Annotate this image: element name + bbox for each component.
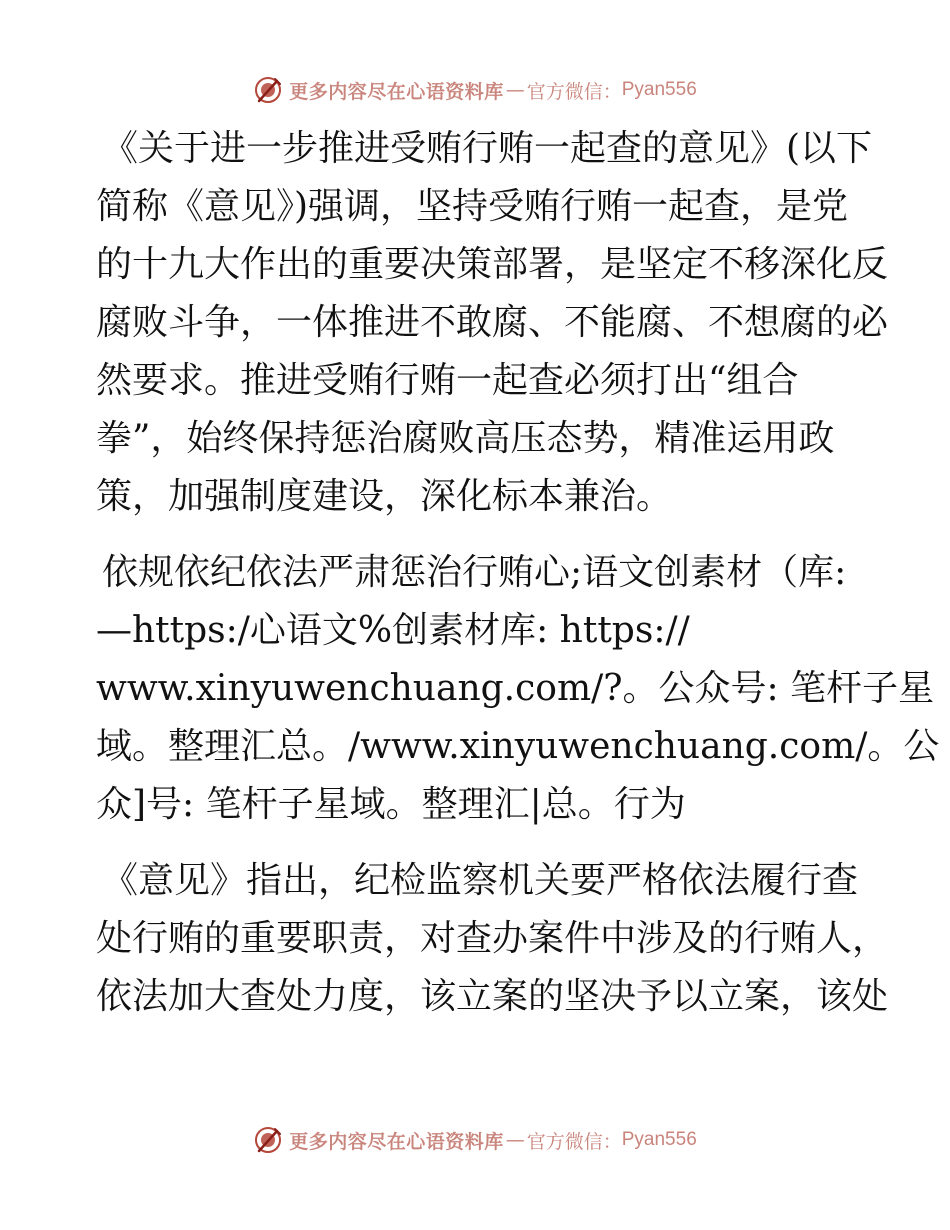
text-line: —https:/心语文%创素材库: https:// [96,610,690,651]
text-line: www.xinyuwenchuang.com/?。公众号: 笔杆子星 [96,668,935,709]
text-line: 依规依纪依法严肃惩治行贿心;语文创素材（库: [102,552,847,593]
text-line: 《关于进一步推进受贿行贿一起查的意见》(以下 [102,128,873,169]
text-line: 简称《意见》)强调，坚持受贿行贿一起查，是党 [96,186,849,227]
header-wechat-label: 官方微信： [526,80,622,103]
header-banner [0,70,950,110]
paragraph-3 [96,852,889,1026]
footer-banner [0,1120,950,1160]
text-line: 的十九大作出的重要决策部署，是坚定不移深化反 [96,244,889,285]
text-line: 众]号: 笔杆子星域。整理汇|总。行为 [96,784,686,825]
text-line: 处行贿的重要职责，对查办案件中涉及的行贿人， [96,918,889,959]
footer-banner-dash: — [505,1129,525,1151]
text-line: 《意见》指出，纪检监察机关要严格依法履行查 [102,860,859,901]
pen-seal-icon [253,75,283,105]
header-wechat-id: Pyan556 [621,79,697,100]
paragraph-1 [96,120,889,526]
pen-seal-icon [253,1125,283,1155]
header-banner-text: 更多内容尽在心语资料库 [289,80,504,103]
footer-wechat-id: Pyan556 [621,1129,697,1150]
text-line: 策，加强制度建设，深化标本兼治。 [96,476,673,517]
paragraph-2 [96,544,940,834]
footer-wechat-label: 官方微信： [526,1130,622,1153]
text-line: 然要求。推进受贿行贿一起查必须打出“组合 [96,360,799,401]
text-line: 域。整理汇总。/www.xinyuwenchuang.com/。公 [96,726,940,767]
document-body [96,120,940,1026]
text-line: 依法加大查处力度，该立案的坚决予以立案，该处 [96,976,889,1017]
text-line: 拳”，始终保持惩治腐败高压态势，精准运用政 [96,418,835,459]
footer-banner-text: 更多内容尽在心语资料库 [289,1130,504,1153]
text-line: 腐败斗争，一体推进不敢腐、不能腐、不想腐的必 [96,302,889,343]
paragraph-gap [96,834,856,852]
paragraph-gap [96,526,856,544]
header-banner-dash: — [505,79,525,101]
